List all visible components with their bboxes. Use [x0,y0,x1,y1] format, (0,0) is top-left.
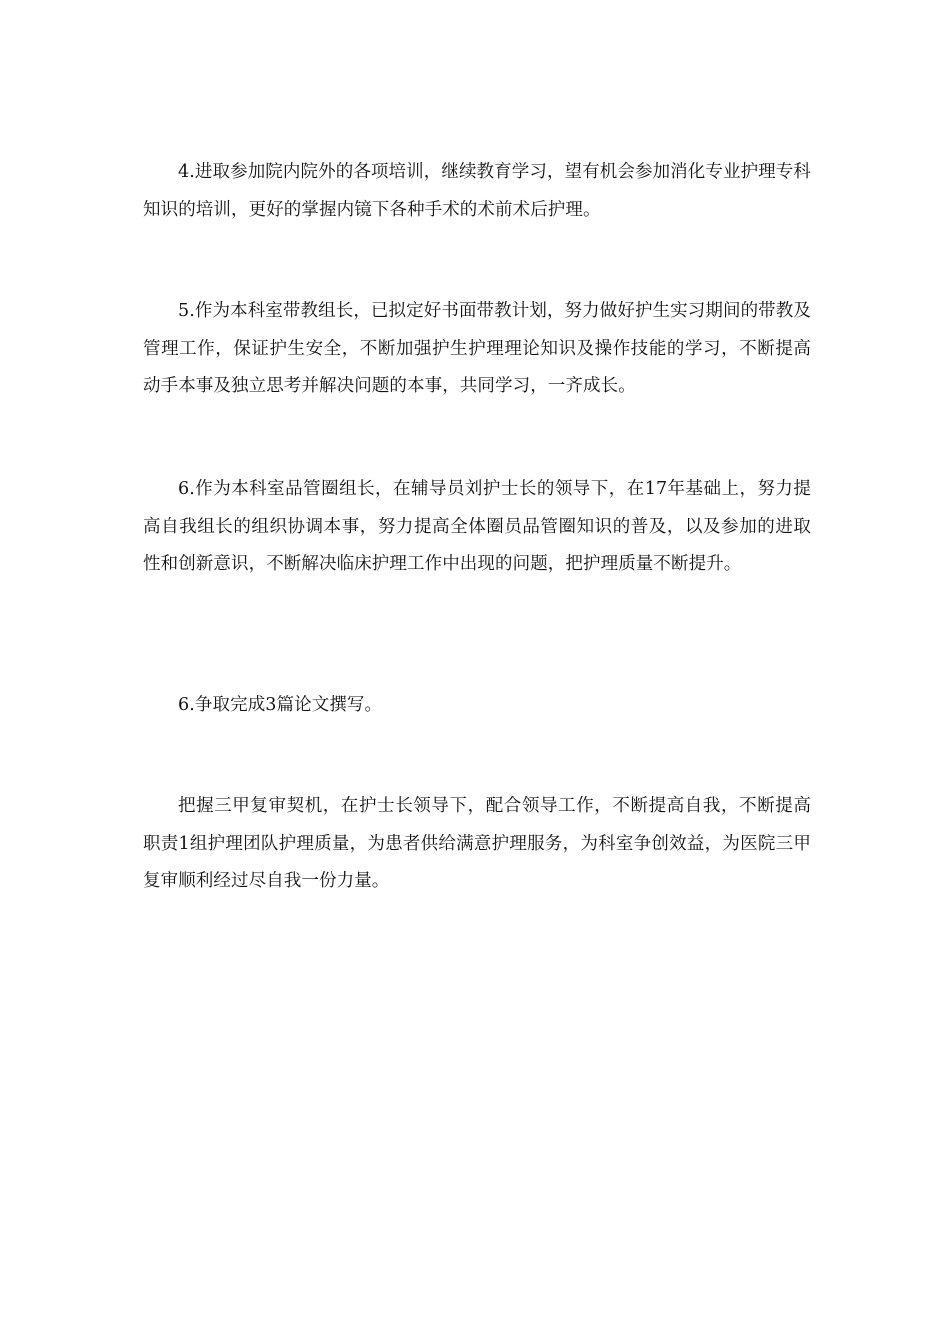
paragraph-quality-circle: 6.作为本科室品管圈组长，在辅导员刘护士长的领导下，在17年基础上，努力提高自我组长的组织协调本事，努力提高全体圈员品管圈知识的普及，以及参加的进取性和创新意识，不断解决临床护理工作中出现的问题，把护理质量不断提升。 [143,479,811,574]
paragraph-training: 4.进取参加院内院外的各项培训，继续教育学习，望有机会参加消化专业护理专科知识的培训，更好的掌握内镜下各种手术的术前术后护理。 [143,162,811,220]
paragraph-teaching: 5.作为本科室带教组长，已拟定好书面带教计划，努力做好护生实习期间的带教及管理工作，保证护生安全，不断加强护生护理理论知识及操作技能的学习，不断提高动手本事及独立思考并解决问题的本事，共同学习，一齐成长。 [143,301,811,396]
paragraph-papers: 6.争取完成3篇论文撰写。 [178,695,383,715]
paragraph-summary: 把握三甲复审契机，在护士长领导下，配合领导工作，不断提高自我，不断提高职责1组护理团队护理质量，为患者供给满意护理服务，为科室争创效益，为医院三甲复审顺利经过尽自我一份力量。 [143,796,811,891]
